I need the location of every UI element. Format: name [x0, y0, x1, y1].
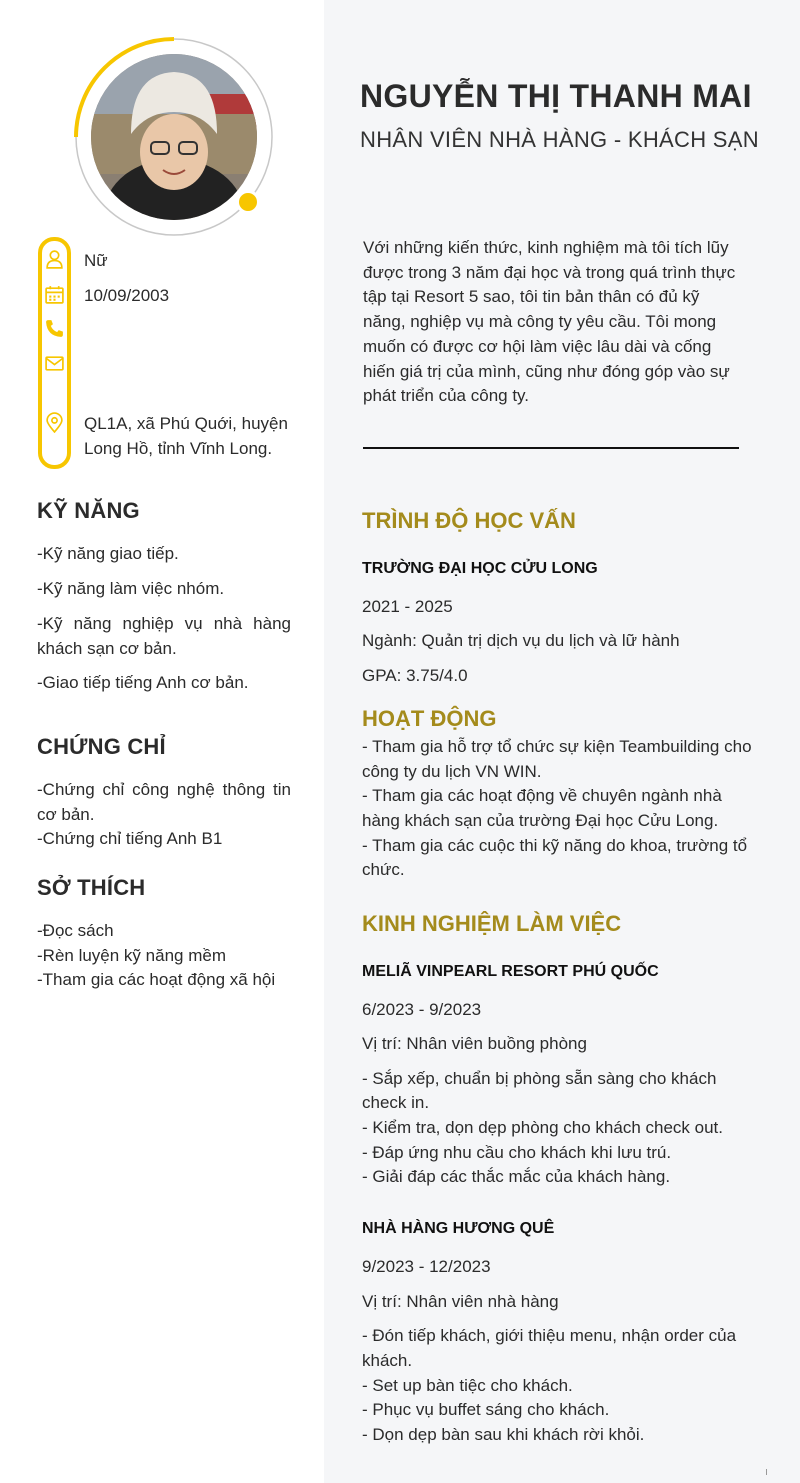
summary-line: được trong 3 năm đại học và trong quá trình thực: [363, 262, 736, 282]
calendar-icon: [44, 284, 65, 305]
education-years: 2021 - 2025: [362, 597, 453, 616]
job-period: 9/2023 - 12/2023: [362, 1257, 491, 1276]
job-position: Vị trí: Nhân viên nhà hàng: [362, 1292, 559, 1311]
summary-line: muốn có được cơ hội làm việc lâu dài và cống: [363, 336, 712, 356]
skill-item: -Kỹ năng giao tiếp.: [37, 544, 179, 563]
job-duty-line: - Phục vụ buffet sáng cho khách.: [362, 1400, 610, 1419]
mail-icon: [44, 353, 65, 374]
certificates-heading: CHỨNG CHỈ: [37, 734, 166, 759]
candidate-name: NGUYỄN THỊ THANH MAI: [360, 78, 752, 114]
job-duty-line: khách.: [362, 1351, 413, 1370]
address-line-2: Long Hồ, tỉnh Vĩnh Long.: [84, 439, 273, 458]
job-duty-line: - Set up bàn tiệc cho khách.: [362, 1376, 573, 1395]
address-line-1: QL1A, xã Phú Quới, huyện: [84, 414, 288, 433]
certificate-item: -Chứng chỉ công nghệ thông tin cơ bản.: [37, 780, 291, 824]
hobby-item: -Tham gia các hoạt động xã hội: [37, 970, 276, 989]
job-company: NHÀ HÀNG HƯƠNG QUÊ: [362, 1220, 555, 1237]
summary-line: Với những kiến thức, kinh nghiệm mà tôi tích lũy: [363, 238, 729, 257]
experience-heading: KINH NGHIỆM LÀM VIỆC: [362, 911, 622, 936]
skill-item: -Giao tiếp tiếng Anh cơ bản.: [37, 673, 249, 692]
job-duty-line: - Dọn dẹp bàn sau khi khách rời khỏi.: [362, 1425, 645, 1444]
education-heading: TRÌNH ĐỘ HỌC VẤN: [362, 508, 576, 533]
activity-line: hàng khách sạn của trường Đại học Cửu Long.: [362, 811, 719, 830]
education-gpa: GPA: 3.75/4.0: [362, 666, 468, 685]
education-school: TRƯỜNG ĐẠI HỌC CỬU LONG: [362, 560, 598, 577]
skill-item: -Kỹ năng nghiệp vụ nhà hàng khách sạn cơ bản.: [37, 614, 291, 658]
job-position: Vị trí: Nhân viên buồng phòng: [362, 1034, 587, 1053]
hobbies-heading: SỞ THÍCH: [37, 875, 146, 900]
avatar: [74, 37, 274, 237]
activities-heading: HOẠT ĐỘNG: [362, 706, 497, 731]
skill-item: -Kỹ năng làm việc nhóm.: [37, 579, 225, 598]
job-company: MELIÃ VINPEARL RESORT PHÚ QUỐC: [362, 963, 659, 980]
summary-line: tập tại Resort 5 sao, tôi tin bản thân có đủ kỹ: [363, 287, 700, 307]
job-duty-line: - Đón tiếp khách, giới thiệu menu, nhận order của: [362, 1326, 737, 1345]
activity-line: công ty du lịch VN WIN.: [362, 762, 542, 781]
page-mark: [766, 1469, 767, 1475]
certificate-item: -Chứng chỉ tiếng Anh B1: [37, 829, 223, 848]
summary: [363, 236, 743, 409]
activity-line: - Tham gia hỗ trợ tổ chức sự kiện Teambuilding cho: [362, 737, 752, 756]
hobby-item: -Rèn luyện kỹ năng mềm: [37, 946, 226, 965]
job-duty-line: - Kiểm tra, dọn dẹp phòng cho khách check out.: [362, 1118, 724, 1137]
education-major: Ngành: Quản trị dịch vụ du lịch và lữ hành: [362, 631, 680, 650]
hobby-item: -Đọc sách: [37, 921, 114, 940]
user-icon: [44, 249, 65, 270]
job-duty-line: - Đáp ứng nhu cầu cho khách khi lưu trú.: [362, 1143, 672, 1162]
activity-line: - Tham gia các hoạt động về chuyên ngành nhà: [362, 786, 722, 805]
location-pin-icon: [44, 412, 65, 433]
job-duty-line: check in.: [362, 1093, 430, 1112]
summary-line: phát triển của công ty.: [363, 386, 530, 406]
gender-text: Nữ: [84, 251, 108, 270]
profile-photo: [91, 54, 257, 220]
birthday-text: 10/09/2003: [84, 286, 170, 305]
job-duty-line: - Giải đáp các thắc mắc của khách hàng.: [362, 1167, 671, 1186]
skills-heading: KỸ NĂNG: [37, 498, 140, 523]
status-dot: [236, 190, 260, 214]
activity-line: chức.: [362, 860, 405, 879]
candidate-title: NHÂN VIÊN NHÀ HÀNG - KHÁCH SẠN: [360, 127, 759, 152]
summary-line: hiến giá trị của mình, cũng như đóng góp vào sự: [363, 361, 730, 381]
divider: [363, 447, 739, 449]
job-duty-line: - Sắp xếp, chuẩn bị phòng sẵn sàng cho khách: [362, 1069, 717, 1088]
activity-line: - Tham gia các cuộc thi kỹ năng do khoa, trường tổ: [362, 836, 748, 855]
job-period: 6/2023 - 9/2023: [362, 1000, 482, 1019]
summary-line: năng, nghiệp vụ mà công ty yêu cầu. Tôi mong: [363, 312, 717, 332]
phone-icon: [44, 318, 65, 339]
